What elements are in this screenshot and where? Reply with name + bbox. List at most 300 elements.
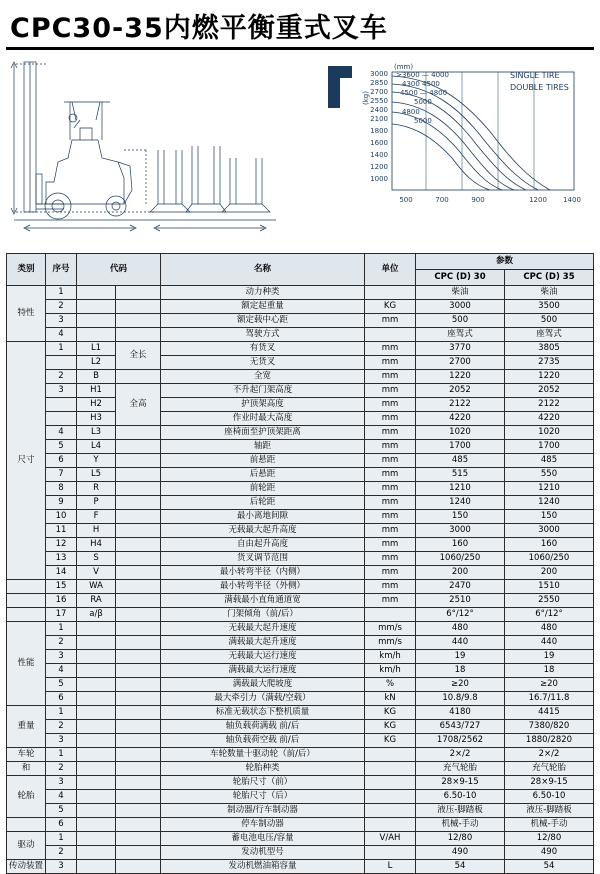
cell-no: 5 (46, 440, 77, 454)
cell-value-model-1: 3000 (416, 300, 505, 314)
cell-name: 满载最大起升速度 (161, 636, 365, 650)
cell-name: 发动机型号 (161, 846, 365, 860)
cell-unit: V/AH (365, 832, 416, 846)
cell-name: 轴负载荷满载 前/后 (161, 720, 365, 734)
cell-value-model-2: 12/80 (505, 832, 594, 846)
cell-no: 1 (46, 286, 77, 300)
cell-no: 8 (46, 482, 77, 496)
cell-code-group (116, 496, 161, 510)
cell-unit: KG (365, 734, 416, 748)
cell-unit: KG (365, 300, 416, 314)
figures-area (6, 54, 594, 249)
cell-name: 停车制动器 (161, 818, 365, 832)
cell-value-model-2: 7380/820 (505, 720, 594, 734)
cell-code: L2 (77, 356, 116, 370)
svg-text:700: 700 (435, 196, 449, 204)
svg-text:3000: 3000 (370, 70, 388, 78)
cell-value-model-1: 2470 (416, 580, 505, 594)
table-row (7, 300, 594, 314)
cell-category: 性能 (7, 622, 46, 706)
cell-no: 6 (46, 454, 77, 468)
table-row (7, 426, 594, 440)
cell-unit: mm (365, 468, 416, 482)
cell-name: 作业时最大高度 (161, 412, 365, 426)
cell-category: 重量 (7, 706, 46, 748)
svg-text:1200: 1200 (529, 196, 547, 204)
cell-no: 1 (46, 342, 77, 356)
cell-code-group (116, 622, 161, 636)
capacity-chart (314, 56, 600, 236)
cell-value-model-2: 4220 (505, 412, 594, 426)
cell-code (77, 622, 116, 636)
cell-code-group (116, 790, 161, 804)
cell-value-model-1: 1210 (416, 482, 505, 496)
cell-value-model-2: 480 (505, 622, 594, 636)
cell-code-group (116, 314, 161, 328)
cell-code: F (77, 510, 116, 524)
cell-value-model-2: 16.7/11.8 (505, 692, 594, 706)
table-row (7, 650, 594, 664)
cell-code-group (116, 468, 161, 482)
table-row (7, 720, 594, 734)
cell-no: 5 (46, 678, 77, 692)
cell-unit: KG (365, 720, 416, 734)
svg-text:DOUBLE TIRES: DOUBLE TIRES (510, 83, 569, 92)
table-row (7, 818, 594, 832)
cell-value-model-1: 机械-手动 (416, 818, 505, 832)
cell-code (77, 300, 116, 314)
cell-unit (365, 762, 416, 776)
cell-name: 后轮距 (161, 496, 365, 510)
cell-unit: mm (365, 426, 416, 440)
cell-value-model-1: 1240 (416, 496, 505, 510)
cell-no: 9 (46, 496, 77, 510)
cell-code (77, 314, 116, 328)
cell-unit: mm (365, 370, 416, 384)
cell-unit (365, 846, 416, 860)
cell-name: 后悬距 (161, 468, 365, 482)
cell-value-model-2: 1240 (505, 496, 594, 510)
th-category: 类别 (7, 254, 46, 286)
cell-code (77, 860, 116, 874)
cell-name: 座椅面至护顶架距离 (161, 426, 365, 440)
cell-no: 2 (46, 720, 77, 734)
table-row (7, 370, 594, 384)
cell-code: R (77, 482, 116, 496)
cell-category (7, 594, 46, 608)
cell-no: 2 (46, 846, 77, 860)
cell-code (77, 664, 116, 678)
cell-code (77, 286, 116, 300)
cell-value-model-2: 机械-手动 (505, 818, 594, 832)
cell-no: 11 (46, 524, 77, 538)
cell-no: 1 (46, 748, 77, 762)
cell-code (77, 636, 116, 650)
cell-value-model-1: 1060/250 (416, 552, 505, 566)
cell-code-group (116, 482, 161, 496)
table-row (7, 286, 594, 300)
cell-code: H2 (77, 398, 116, 412)
cell-no: 3 (46, 734, 77, 748)
table-row (7, 678, 594, 692)
cell-name: 无货叉 (161, 356, 365, 370)
cell-code: P (77, 496, 116, 510)
cell-value-model-1: 18 (416, 664, 505, 678)
cell-value-model-2: 485 (505, 454, 594, 468)
cell-code (77, 790, 116, 804)
cell-code-group (116, 328, 161, 342)
cell-name: 轴距 (161, 440, 365, 454)
th-name: 名称 (161, 254, 365, 286)
cell-category: 和 (7, 762, 46, 776)
cell-code: a/β (77, 608, 116, 622)
cell-value-model-2: 54 (505, 860, 594, 874)
cell-value-model-1: 480 (416, 622, 505, 636)
cell-value-model-1: 3000 (416, 524, 505, 538)
svg-text:1400: 1400 (370, 151, 388, 159)
cell-value-model-1: 19 (416, 650, 505, 664)
cell-code-group (116, 594, 161, 608)
svg-text:2700: 2700 (370, 88, 388, 96)
table-row (7, 832, 594, 846)
cell-value-model-1: 2122 (416, 398, 505, 412)
cell-name: 全宽 (161, 370, 365, 384)
cell-category: 尺寸 (7, 342, 46, 580)
cell-code-group (116, 692, 161, 706)
cell-value-model-1: 150 (416, 510, 505, 524)
table-row (7, 510, 594, 524)
cell-value-model-2: 3000 (505, 524, 594, 538)
cell-value-model-2: 液压-脚踏板 (505, 804, 594, 818)
table-row (7, 552, 594, 566)
svg-text:(kg): (kg) (362, 91, 370, 105)
th-param: 参数 (416, 254, 594, 270)
cell-value-model-2: 2052 (505, 384, 594, 398)
table-body (7, 286, 594, 874)
cell-unit: kN (365, 692, 416, 706)
svg-text:900: 900 (471, 196, 485, 204)
cell-value-model-2: 1220 (505, 370, 594, 384)
cell-name: 门架倾角（前/后） (161, 608, 365, 622)
cell-no: 1 (46, 832, 77, 846)
table-row (7, 762, 594, 776)
cell-unit: mm (365, 538, 416, 552)
cell-value-model-2: 18 (505, 664, 594, 678)
cell-unit: mm (365, 342, 416, 356)
cell-category (7, 580, 46, 594)
specification-table (6, 253, 594, 874)
cell-code-group (116, 846, 161, 860)
table-row (7, 804, 594, 818)
svg-text:4500 — 4800: 4500 — 4800 (400, 89, 448, 97)
cell-value-model-2: 160 (505, 538, 594, 552)
cell-category (7, 608, 46, 622)
cell-no: 4 (46, 328, 77, 342)
th-model-1: CPC (D) 30 (416, 270, 505, 286)
cell-no: 15 (46, 580, 77, 594)
cell-category: 车轮 (7, 748, 46, 762)
cell-code: B (77, 370, 116, 384)
cell-name: 发动机燃油箱容量 (161, 860, 365, 874)
cell-name: 前悬距 (161, 454, 365, 468)
cell-value-model-1: 1020 (416, 426, 505, 440)
cell-value-model-2: 3500 (505, 300, 594, 314)
cell-code: H4 (77, 538, 116, 552)
cell-value-model-2: 6.50-10 (505, 790, 594, 804)
cell-no: 1 (46, 706, 77, 720)
cell-name: 护顶架高度 (161, 398, 365, 412)
table-row (7, 538, 594, 552)
cell-name: 额定载中心距 (161, 314, 365, 328)
cell-unit: mm (365, 454, 416, 468)
cell-code: L3 (77, 426, 116, 440)
cell-unit: mm (365, 412, 416, 426)
cell-name: 自由起升高度 (161, 538, 365, 552)
cell-category: 传动装置 (7, 860, 46, 874)
svg-text:2400: 2400 (370, 106, 388, 114)
table-row (7, 524, 594, 538)
cell-value-model-1: 6.50-10 (416, 790, 505, 804)
cell-no: 10 (46, 510, 77, 524)
cell-no: 5 (46, 804, 77, 818)
cell-code-group (116, 454, 161, 468)
cell-code-group (116, 748, 161, 762)
cell-name: 最小离地间隙 (161, 510, 365, 524)
cell-code: Y (77, 454, 116, 468)
table-row (7, 790, 594, 804)
cell-value-model-2: 490 (505, 846, 594, 860)
cell-value-model-1: 6543/727 (416, 720, 505, 734)
table-row (7, 580, 594, 594)
svg-text:2550: 2550 (370, 97, 388, 105)
cell-code-group (116, 678, 161, 692)
cell-code-group (116, 524, 161, 538)
cell-code-group (116, 832, 161, 846)
cell-name: 无载最大起升高度 (161, 524, 365, 538)
th-no: 序号 (46, 254, 77, 286)
cell-code-group (116, 510, 161, 524)
cell-code (77, 748, 116, 762)
cell-value-model-2: 6°/12° (505, 608, 594, 622)
cell-unit: mm (365, 398, 416, 412)
cell-unit: mm/s (365, 636, 416, 650)
cell-no: 16 (46, 594, 77, 608)
cell-unit (365, 818, 416, 832)
cell-unit: mm (365, 566, 416, 580)
svg-text:(mm): (mm) (394, 63, 414, 71)
svg-text:500: 500 (399, 196, 413, 204)
cell-value-model-2: 440 (505, 636, 594, 650)
svg-text:5000: 5000 (414, 98, 432, 106)
cell-code-group (116, 286, 161, 300)
svg-text:2850: 2850 (370, 79, 388, 87)
cell-value-model-1: 440 (416, 636, 505, 650)
cell-name: 不升起门架高度 (161, 384, 365, 398)
svg-text:1000: 1000 (370, 175, 388, 183)
cell-value-model-2: 200 (505, 566, 594, 580)
cell-unit: km/h (365, 650, 416, 664)
cell-value-model-1: 2510 (416, 594, 505, 608)
cell-unit: mm (365, 510, 416, 524)
svg-text:SINGLE TIRE: SINGLE TIRE (510, 71, 560, 80)
svg-text:1200: 1200 (370, 163, 388, 171)
cell-value-model-2: 1020 (505, 426, 594, 440)
cell-value-model-1: 12/80 (416, 832, 505, 846)
cell-code-group (116, 580, 161, 594)
cell-value-model-2: 1880/2820 (505, 734, 594, 748)
cell-name: 轮胎种类 (161, 762, 365, 776)
cell-value-model-1: 6°/12° (416, 608, 505, 622)
svg-text:1800: 1800 (370, 127, 388, 135)
table-row (7, 608, 594, 622)
cell-value-model-2: 150 (505, 510, 594, 524)
cell-code-group: 全长 (116, 342, 161, 370)
cell-name: 最小转弯半径（内侧） (161, 566, 365, 580)
cell-code-group (116, 664, 161, 678)
cell-value-model-2: 充气轮胎 (505, 762, 594, 776)
table-row (7, 734, 594, 748)
cell-no (46, 398, 77, 412)
cell-unit: mm (365, 482, 416, 496)
cell-value-model-2: 1210 (505, 482, 594, 496)
cell-no: 4 (46, 664, 77, 678)
table-row (7, 622, 594, 636)
cell-value-model-2: 2122 (505, 398, 594, 412)
cell-no: 3 (46, 650, 77, 664)
svg-text:2100: 2100 (370, 115, 388, 123)
cell-name: 最大牵引力（满载/空载） (161, 692, 365, 706)
svg-text:4800: 4800 (402, 108, 420, 116)
table-row (7, 454, 594, 468)
cell-code: L1 (77, 342, 116, 356)
cell-code-group (116, 650, 161, 664)
cell-code-group (116, 762, 161, 776)
cell-name: 满载最小直角通道宽 (161, 594, 365, 608)
cell-code-group (116, 804, 161, 818)
table-row (7, 748, 594, 762)
cell-no: 3 (46, 776, 77, 790)
cell-value-model-1: 1700 (416, 440, 505, 454)
cell-name: 满载最大爬坡度 (161, 678, 365, 692)
cell-value-model-2: 1700 (505, 440, 594, 454)
cell-no (46, 412, 77, 426)
cell-unit (365, 748, 416, 762)
title-divider (6, 47, 594, 50)
cell-category: 特性 (7, 286, 46, 342)
cell-no: 1 (46, 622, 77, 636)
cell-unit (365, 776, 416, 790)
cell-no: 6 (46, 818, 77, 832)
table-row (7, 314, 594, 328)
cell-unit: mm/s (365, 622, 416, 636)
cell-name: 制动器/行车制动器 (161, 804, 365, 818)
cell-unit: KG (365, 706, 416, 720)
cell-unit (365, 286, 416, 300)
cell-value-model-2: 2735 (505, 356, 594, 370)
cell-unit: mm (365, 594, 416, 608)
table-row (7, 664, 594, 678)
table-row (7, 706, 594, 720)
cell-value-model-1: 490 (416, 846, 505, 860)
table-row (7, 776, 594, 790)
cell-no: 3 (46, 384, 77, 398)
cell-code: H (77, 524, 116, 538)
cell-unit: mm (365, 524, 416, 538)
cell-value-model-1: ≥20 (416, 678, 505, 692)
svg-text:5000: 5000 (414, 117, 432, 125)
cell-name: 货叉调节范围 (161, 552, 365, 566)
table-row (7, 440, 594, 454)
cell-category: 驱动 (7, 832, 46, 860)
svg-text:1600: 1600 (370, 139, 388, 147)
cell-name: 最小转弯半径（外侧） (161, 580, 365, 594)
table-row (7, 468, 594, 482)
cell-code-group (116, 860, 161, 874)
cell-code (77, 804, 116, 818)
cell-code (77, 818, 116, 832)
cell-code: WA (77, 580, 116, 594)
cell-code (77, 650, 116, 664)
cell-code (77, 706, 116, 720)
cell-value-model-1: 54 (416, 860, 505, 874)
cell-code (77, 328, 116, 342)
cell-code-group (116, 734, 161, 748)
cell-no: 13 (46, 552, 77, 566)
cell-name: 有货叉 (161, 342, 365, 356)
cell-value-model-1: 500 (416, 314, 505, 328)
page-title: CPC30-35内燃平衡重式叉车 (10, 13, 388, 44)
cell-code-group (116, 776, 161, 790)
cell-unit (365, 790, 416, 804)
table-row (7, 496, 594, 510)
cell-unit: mm (365, 580, 416, 594)
cell-code: V (77, 566, 116, 580)
cell-code (77, 692, 116, 706)
cell-unit: mm (365, 356, 416, 370)
cell-code (77, 776, 116, 790)
cell-value-model-1: 515 (416, 468, 505, 482)
cell-value-model-2: 500 (505, 314, 594, 328)
cell-name: 无载最大起升速度 (161, 622, 365, 636)
cell-value-model-2: 2×/2 (505, 748, 594, 762)
cell-value-model-1: 充气轮胎 (416, 762, 505, 776)
cell-value-model-2: 1060/250 (505, 552, 594, 566)
cell-value-model-1: 液压-脚踏板 (416, 804, 505, 818)
cell-name: 无载最大运行速度 (161, 650, 365, 664)
table-row (7, 636, 594, 650)
cell-value-model-1: 座驾式 (416, 328, 505, 342)
th-unit: 单位 (365, 254, 416, 286)
cell-name: 轴负载荷空载 前/后 (161, 734, 365, 748)
cell-no: 4 (46, 790, 77, 804)
cell-value-model-1: 485 (416, 454, 505, 468)
cell-code-group (116, 538, 161, 552)
table-row (7, 356, 594, 370)
table-header-row (7, 254, 594, 270)
cell-value-model-1: 28×9-15 (416, 776, 505, 790)
table-row (7, 384, 594, 398)
cell-name: 轮胎尺寸（前） (161, 776, 365, 790)
cell-code-group (116, 370, 161, 384)
cell-value-model-1: 1708/2562 (416, 734, 505, 748)
cell-value-model-1: 2700 (416, 356, 505, 370)
cell-value-model-2: 28×9-15 (505, 776, 594, 790)
cell-value-model-1: 200 (416, 566, 505, 580)
cell-unit: % (365, 678, 416, 692)
cell-no: 14 (46, 566, 77, 580)
cell-code-group (116, 706, 161, 720)
svg-text:4300 4500: 4300 4500 (402, 80, 440, 88)
